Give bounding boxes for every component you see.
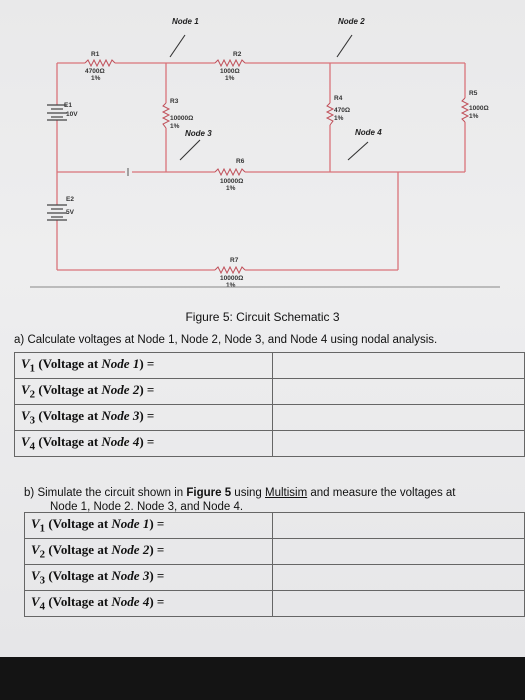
- figure-caption: Figure 5: Circuit Schematic 3: [185, 310, 340, 324]
- r2-name: R2: [233, 51, 242, 58]
- r6-value: 10000Ω: [220, 178, 244, 185]
- v4-label-b: $V_4$ (Voltage at Node 4) =: [25, 591, 273, 617]
- e1-value: 10V: [66, 111, 78, 118]
- v3-label-b: $V_3$ (Voltage at Node 3) =: [25, 565, 273, 591]
- r1-value: 4700Ω: [85, 68, 105, 75]
- part-b-prefix: b): [24, 487, 35, 499]
- table-row: [15, 431, 525, 457]
- table-row: [25, 591, 525, 617]
- circuit-wires: [57, 63, 465, 270]
- v4-answer-cell-b[interactable]: [272, 591, 524, 617]
- node-1-label: Node 1: [172, 17, 199, 26]
- table-row: [15, 353, 525, 379]
- v1-answer-cell-b[interactable]: [272, 513, 524, 539]
- e2-name: E2: [66, 196, 74, 203]
- part-b-line2: Node 1, Node 2. Node 3, and Node 4.: [50, 501, 244, 513]
- r7-name: R7: [230, 257, 239, 264]
- r5-value: 1000Ω: [469, 105, 489, 112]
- r4-name: R4: [334, 95, 343, 102]
- node-2-label: Node 2: [338, 17, 365, 26]
- r5-tol: 1%: [469, 113, 479, 120]
- v2-label-b: $V_2$ (Voltage at Node 2) =: [25, 539, 273, 565]
- r6-tol: 1%: [226, 185, 236, 192]
- part-a-prefix: a): [14, 334, 25, 346]
- v2-label: $V_2$ (Voltage at Node 2) =: [15, 379, 273, 405]
- node-4-label: Node 4: [355, 128, 382, 137]
- v2-answer-cell-b[interactable]: [272, 539, 524, 565]
- r4-tol: 1%: [334, 115, 344, 122]
- part-a-text: Calculate voltages at Node 1, Node 2, Node 3, and Node 4 using nodal analysis.: [27, 334, 438, 346]
- table-row: [25, 539, 525, 565]
- v2-answer-cell[interactable]: [272, 379, 524, 405]
- table-row: [15, 405, 525, 431]
- table-row: [15, 379, 525, 405]
- table-row: [25, 565, 525, 591]
- r7-value: 10000Ω: [220, 275, 244, 282]
- r6-name: R6: [236, 158, 245, 165]
- r5-name: R5: [469, 90, 478, 97]
- r2-tol: 1%: [225, 75, 235, 82]
- resistor-symbols: [85, 60, 468, 273]
- figure-ref: Figure 5: [186, 487, 232, 499]
- v3-label: $V_3$ (Voltage at Node 3) =: [15, 405, 273, 431]
- r2-value: 1000Ω: [220, 68, 240, 75]
- v1-label: $V_1$ (Voltage at Node 1) =: [15, 353, 273, 379]
- part-b-answer-table: [24, 512, 525, 617]
- v4-label: $V_4$ (Voltage at Node 4) =: [15, 431, 273, 457]
- r1-tol: 1%: [91, 75, 101, 82]
- v4-answer-cell[interactable]: [272, 431, 524, 457]
- part-a-answer-table: [14, 352, 525, 457]
- v1-answer-cell[interactable]: [272, 353, 524, 379]
- part-b-question: b) Simulate the circuit shown in Figure 5 using Multisim and measure the voltages at Node 1, Node 2. Node 3, and Node 4.: [24, 487, 456, 513]
- r3-tol: 1%: [170, 123, 180, 130]
- node-3-label: Node 3: [185, 129, 212, 138]
- r3-name: R3: [170, 98, 179, 105]
- r3-value: 10000Ω: [170, 115, 194, 122]
- r7-tol: 1%: [226, 282, 236, 289]
- e1-name: E1: [64, 102, 72, 109]
- circuit-schematic: [0, 0, 525, 300]
- v3-answer-cell[interactable]: [272, 405, 524, 431]
- multisim-ref: Multisim: [265, 487, 308, 499]
- part-a-question: [14, 334, 437, 346]
- r1-name: R1: [91, 51, 100, 58]
- dark-bottom-edge: [0, 657, 525, 700]
- table-row: [25, 513, 525, 539]
- v1-label-b: $V_1$ (Voltage at Node 1) =: [25, 513, 273, 539]
- r4-value: 470Ω: [334, 107, 351, 114]
- e2-value: 5V: [66, 209, 74, 216]
- v3-answer-cell-b[interactable]: [272, 565, 524, 591]
